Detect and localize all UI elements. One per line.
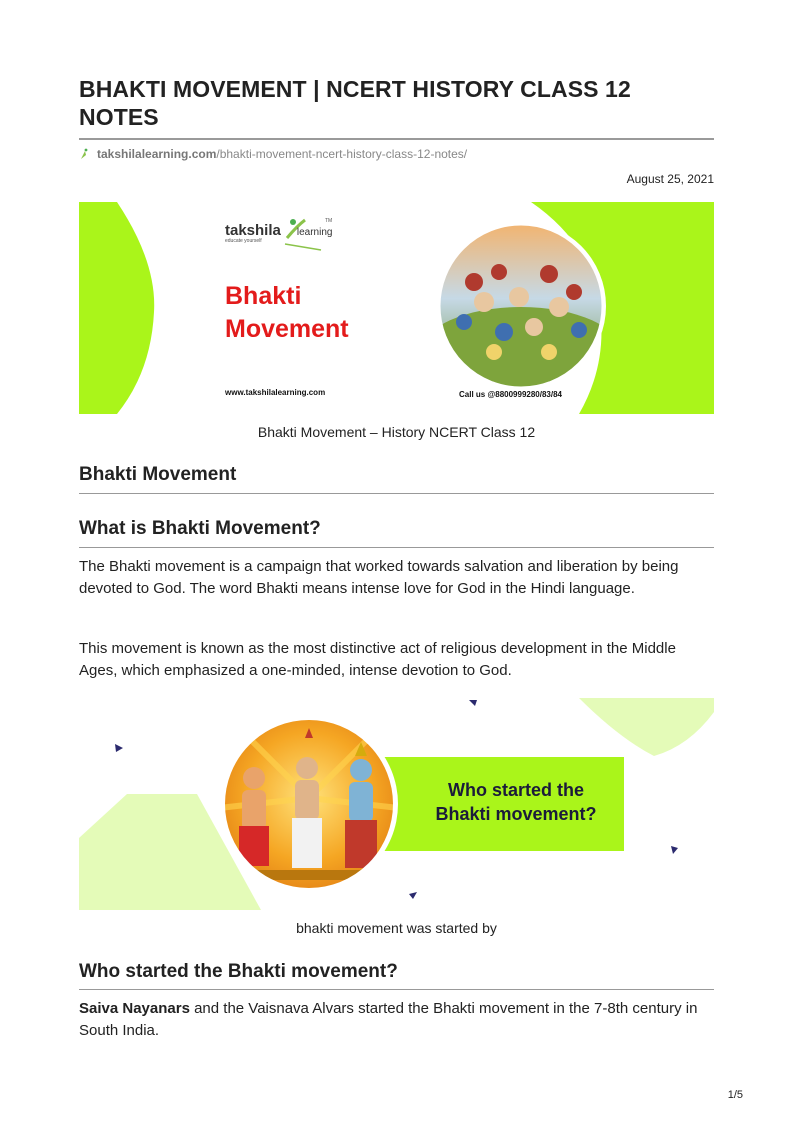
url-domain: takshilalearning.com [97, 147, 217, 161]
takshila-favicon-icon [79, 148, 91, 160]
logo-main-text: takshila [225, 222, 281, 239]
section-divider [79, 493, 714, 494]
who-bold-text: Saiva Nayanars [79, 1000, 190, 1017]
who-rest-text: and the Vaisnava Alvars started the Bhakti movement in the 7-8th century in South India. [79, 1000, 698, 1039]
logo-sub-text: learning [296, 227, 333, 238]
section-divider [79, 989, 714, 990]
publish-date: August 25, 2021 [626, 172, 714, 186]
hero-website: www.takshilalearning.com [225, 388, 326, 397]
section-divider [79, 547, 714, 548]
page-number: 1/5 [727, 1089, 743, 1101]
hero-banner-image [79, 202, 714, 414]
section-heading-who: Who started the Bhakti movement? [79, 961, 398, 982]
logo-wordmark [225, 222, 332, 239]
hero-phone: Call us @8800999280/83/84 [459, 390, 562, 399]
hero-headline-line2: Movement [225, 315, 349, 343]
logo-tm: TM [325, 218, 333, 224]
source-url[interactable] [79, 147, 467, 161]
section-heading-bhakti: Bhakti Movement [79, 464, 237, 485]
url-path: /bhakti-movement-ncert-history-class-12-notes/ [216, 147, 468, 161]
hero-caption: Bhakti Movement – History NCERT Class 12 [257, 424, 536, 440]
title-divider [79, 138, 714, 140]
figure2-caption: bhakti movement was started by [296, 920, 497, 936]
paragraph-who [79, 998, 714, 1042]
banner-line1: Who started the [447, 780, 584, 800]
article-title: BHAKTI MOVEMENT | NCERT HISTORY CLASS 12 NOTES [79, 76, 631, 130]
logo-tagline: educate yourself [225, 238, 262, 244]
hero-headline-line1: Bhakti [225, 282, 302, 310]
paragraph-what-1: The Bhakti movement is a campaign that worked towards salvation and liberation by being devoted to God. The word Bhakti means intense love for God in the Hindi language. [79, 558, 679, 597]
who-started-banner-image [79, 698, 714, 910]
paragraph-what-2: This movement is known as the most distinctive act of religious development in the Middle Ages, which emphasized a one-minded, intense devotion to God. [79, 640, 676, 679]
section-heading-what: What is Bhakti Movement? [79, 518, 321, 539]
banner-line2: Bhakti movement? [435, 804, 597, 824]
